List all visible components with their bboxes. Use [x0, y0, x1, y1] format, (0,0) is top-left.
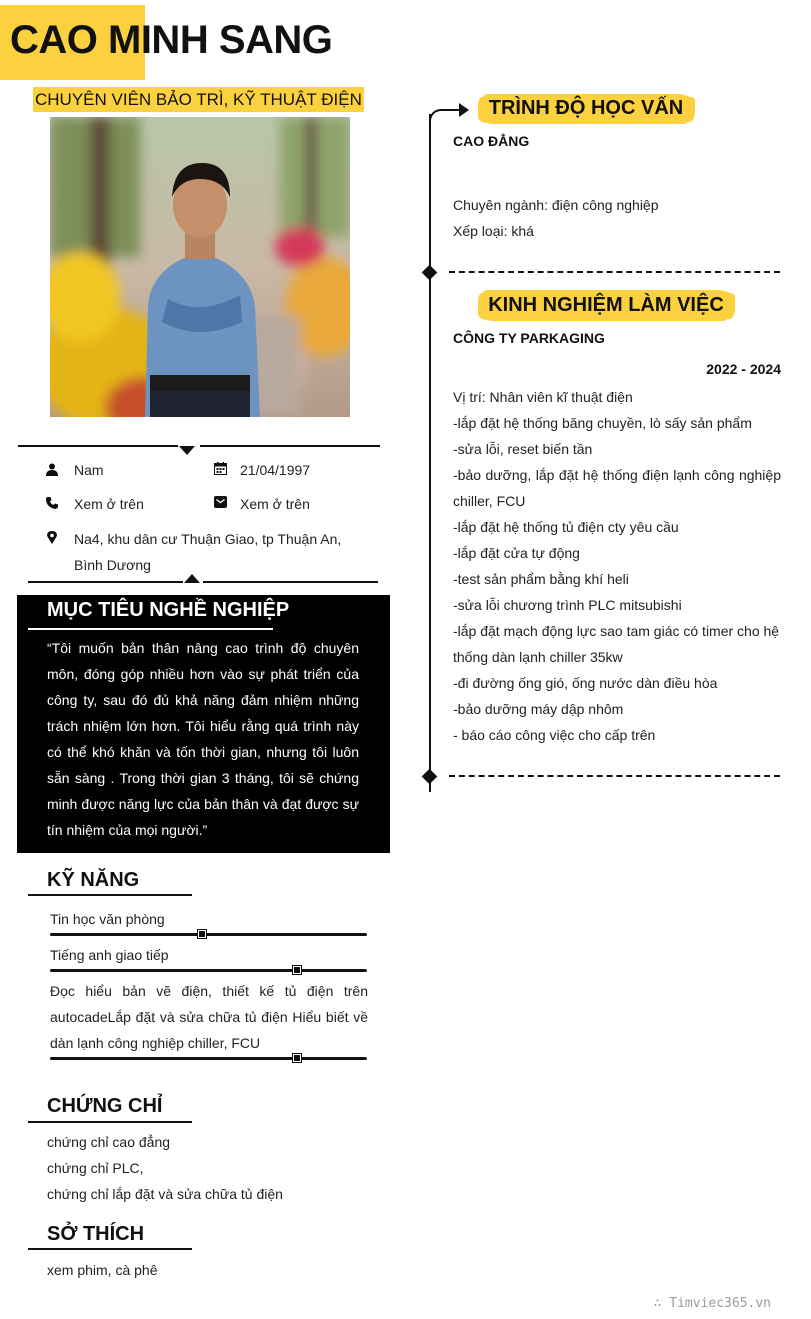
phone-icon [45, 496, 59, 510]
certificates-title: CHỨNG CHỈ [47, 1095, 163, 1117]
email-icon [213, 495, 227, 509]
divider-notch-up-icon [184, 574, 200, 583]
duty-item: -lắp đặt cửa tự động [453, 545, 580, 561]
education-major: Chuyên ngành: điện công nghiệp [453, 197, 659, 213]
profile-photo [50, 117, 350, 417]
objective-text: “Tôi muốn bản thân nâng cao trình độ chuyên môn, đóng góp nhiều hơn vào sự phát triển của công ty, sau đó đủ khả năng đảm nhiệm những trách nhiệm lớn hơn. Tôi hiểu rằng quá trình này có thể khó khăn và tốn thời gian, nhưng tôi luôn sẵn sàng . Trong thời gian 3 tháng, tôi sẽ chứng minh được năng lực của bản thân và đạt được sự tín nhiệm của mọi người.” [47, 640, 359, 838]
duty-item: -bảo dưỡng máy dập nhôm [453, 701, 624, 717]
full-name: CAO MINH SANG [10, 18, 333, 62]
dashed-divider [449, 775, 780, 777]
divider-right [200, 445, 380, 447]
experience-position: Vị trí: Nhân viên kĩ thuật điện [453, 389, 633, 405]
user-icon [45, 462, 59, 476]
education-title: TRÌNH ĐỘ HỌC VẤN [488, 97, 684, 119]
profile-photo-illustration [50, 117, 350, 417]
certificates-underline [28, 1121, 192, 1123]
watermark: ∴ Timviec365.vn [653, 1296, 771, 1311]
duty-item: -sửa lỗi, reset biến tần [453, 441, 593, 457]
skills-underline [28, 894, 192, 896]
skill-track [50, 969, 367, 972]
duty-item: -sửa lỗi chương trình PLC mitsubishi [453, 597, 682, 613]
experience-title: KINH NGHIỆM LÀM VIỆC [488, 294, 724, 316]
calendar-icon [213, 461, 227, 475]
skill-track [50, 933, 367, 936]
hobbies-title: SỞ THÍCH [47, 1223, 145, 1245]
timeline-diamond-icon [422, 769, 438, 785]
dashed-divider [449, 271, 780, 273]
skill-label: Tiếng anh giao tiếp [50, 947, 169, 963]
objective-underline [28, 628, 273, 630]
divider-right-bottom [203, 581, 378, 583]
certificate-item: chứng chỉ PLC, [47, 1160, 144, 1176]
duty-item: - báo cáo công việc cho cấp trên [453, 727, 656, 743]
skill-level-knob [292, 1053, 302, 1063]
certificate-item: chứng chỉ lắp đặt và sửa chữa tủ điện [47, 1186, 283, 1202]
arrow-right-icon [459, 103, 469, 117]
address-value: Na4, khu dân cư Thuận Giao, tp Thuận An, Bình Dương [74, 531, 342, 573]
skills-title: KỸ NĂNG [47, 869, 140, 891]
experience-period: 2022 - 2024 [706, 361, 781, 377]
hobbies-underline [28, 1248, 192, 1250]
duty-item: -lắp đặt hệ thống tủ điện cty yêu cầu [453, 519, 679, 535]
email-value: Xem ở trên [240, 496, 310, 512]
skill-level-knob [197, 929, 207, 939]
skill-label: Đọc hiểu bản vẽ điện, thiết kế tủ điện trên autocadeLắp đặt và sửa chữa tủ điện Hiểu biết về dàn lạnh công nghiệp chiller, FCU [50, 983, 368, 1051]
gender-value: Nam [74, 462, 104, 478]
job-title: CHUYÊN VIÊN BẢO TRÌ, KỸ THUẬT ĐIỆN [33, 87, 364, 112]
divider-notch-icon [179, 446, 195, 455]
timeline-diamond-icon [422, 265, 438, 281]
divider-left [18, 445, 178, 447]
skill-label: Tin học văn phòng [50, 911, 165, 927]
phone-value: Xem ở trên [74, 496, 144, 512]
skill-track [50, 1057, 367, 1060]
duty-item: -lắp đặt hệ thống băng chuyền, lò sấy sản phẩm [453, 415, 752, 431]
experience-duties [453, 384, 781, 748]
education-school: CAO ĐẲNG [453, 133, 530, 149]
birthday-value: 21/04/1997 [240, 462, 311, 478]
duty-item: -test sản phẩm bằng khí heli [453, 571, 629, 587]
location-pin-icon [45, 530, 59, 544]
divider-left-bottom [28, 581, 183, 583]
duty-item: -đi đường ống gió, ống nước dàn điều hòa [453, 675, 718, 691]
experience-company: CÔNG TY PARKAGING [453, 330, 605, 346]
objective-title: MỤC TIÊU NGHỀ NGHIỆP [47, 599, 290, 621]
certificate-item: chứng chỉ cao đẳng [47, 1134, 171, 1150]
timeline-line [429, 114, 431, 792]
duty-item: -bảo dưỡng, lắp đặt hệ thống điện lạnh công nghiệp chiller, FCU [453, 467, 781, 509]
education-grade: Xếp loại: khá [453, 223, 534, 239]
duty-item: -lắp đặt mạch động lực sao tam giác có timer cho hệ thống dàn lạnh chiller 35kw [453, 623, 780, 665]
skill-level-knob [292, 965, 302, 975]
hobbies-text: xem phim, cà phê [47, 1262, 158, 1278]
